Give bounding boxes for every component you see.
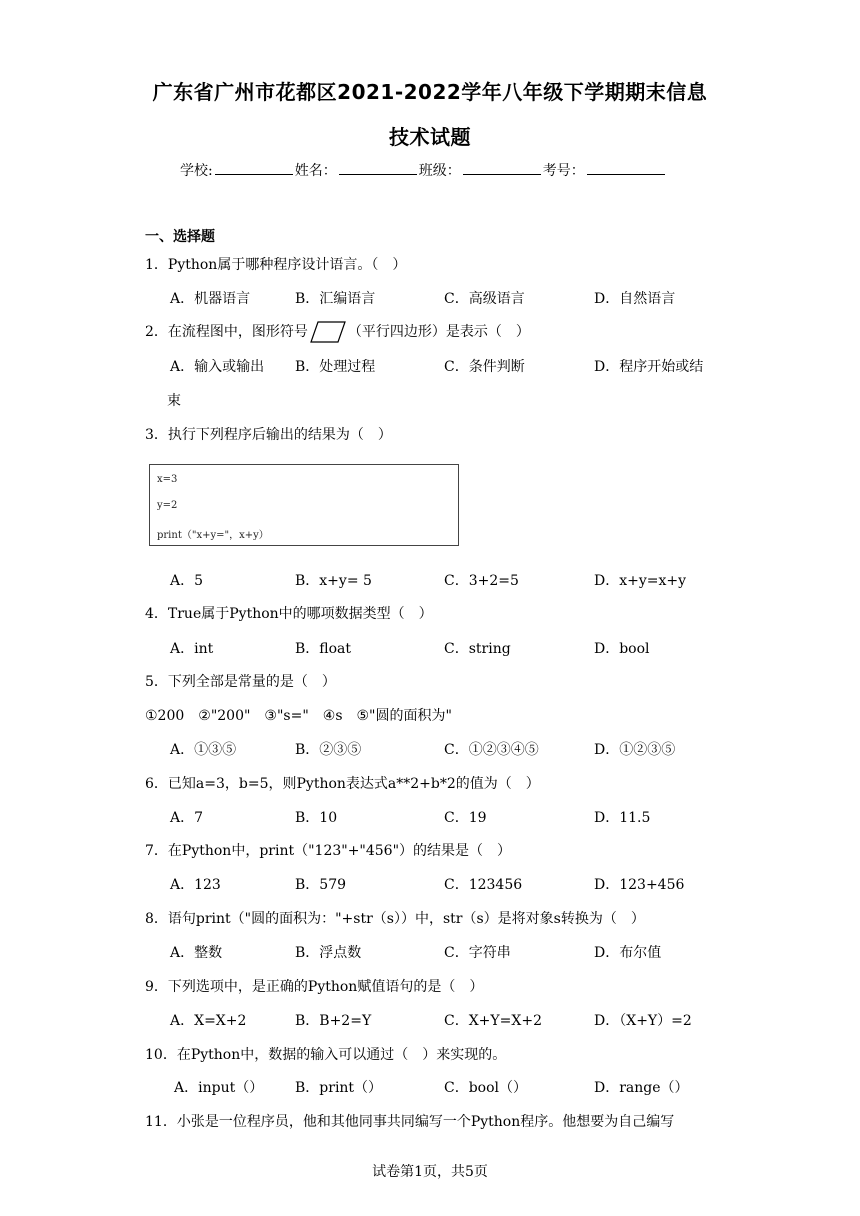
q8-option-c: C．字符串 <box>444 945 511 961</box>
q1-option-b: B．汇编语言 <box>295 291 376 307</box>
question-4-stem: 4．True属于Python中的哪项数据类型（ ） <box>145 606 433 622</box>
question-11-stem: 11．小张是一位程序员，他和其他同事共同编写一个Python程序。他想要为自己编写 <box>145 1114 675 1130</box>
page-footer: 试卷第1页，共5页 <box>372 1164 488 1180</box>
q4-option-c: C．string <box>444 641 511 657</box>
q7-option-d: D．123+456 <box>594 877 685 893</box>
name-label: 姓名： <box>294 163 337 179</box>
q2-option-b: B．处理过程 <box>295 359 376 375</box>
q6-option-b: B．10 <box>295 810 338 826</box>
code-snippet-box <box>149 464 459 546</box>
q1-option-c: C．高级语言 <box>444 291 525 307</box>
q6-option-a: A．7 <box>170 810 204 826</box>
q5-option-d: D．①②③⑤ <box>594 742 676 758</box>
q5-option-b: B．②③⑤ <box>295 742 362 758</box>
class-label: 班级： <box>418 163 461 179</box>
q3-option-d: D．x+y=x+y <box>594 573 687 589</box>
q1-option-a: A．机器语言 <box>170 291 251 307</box>
q8-option-d: D．布尔值 <box>594 945 662 961</box>
q2-option-c: C．条件判断 <box>444 359 525 375</box>
code-line: print（"x+y="，x+y） <box>157 530 269 541</box>
q6-option-d: D．11.5 <box>594 810 651 826</box>
q5-option-a: A．①③⑤ <box>170 742 237 758</box>
q9-option-d: D．（X+Y）=2 <box>594 1013 692 1029</box>
class-blank <box>463 160 541 175</box>
q10-option-c: C．bool（） <box>444 1080 528 1096</box>
q3-option-a: A．5 <box>170 573 204 589</box>
question-5-stem: 5．下列全部是常量的是（ ） <box>145 674 336 690</box>
q4-option-b: B．float <box>295 641 352 657</box>
question-2-stem <box>145 321 530 343</box>
code-line: x=3 <box>157 474 178 485</box>
q7-option-b: B．579 <box>295 877 347 893</box>
code-line: y=2 <box>157 500 178 511</box>
q9-option-b: B．B+2=Y <box>295 1013 372 1029</box>
parallelogram-icon <box>310 321 346 343</box>
q6-option-c: C．19 <box>444 810 487 826</box>
school-blank <box>215 160 293 175</box>
question-3-stem: 3．执行下列程序后输出的结果为（ ） <box>145 427 392 443</box>
q2-option-a: A．输入或输出 <box>170 359 265 375</box>
q7-option-c: C．123456 <box>444 877 523 893</box>
exam-no-label: 考号： <box>542 163 585 179</box>
question-9-stem: 9．下列选项中，是正确的Python赋值语句的是（ ） <box>145 979 484 995</box>
student-info-line <box>180 160 667 180</box>
section-heading: 一、选择题 <box>145 229 215 245</box>
exam-title-line1: 广东省广州市花都区2021-2022学年八年级下学期期末信息 <box>152 80 708 104</box>
q10-option-d: D．range（） <box>594 1080 689 1096</box>
question-8-stem: 8．语句print（"圆的面积为："+str（s））中，str（s）是将对象s转换为（ ） <box>145 911 645 927</box>
q10-option-b: B．print（） <box>295 1080 383 1096</box>
question-1-stem: 1．Python属于哪种程序设计语言。（ ） <box>145 257 407 273</box>
q4-option-d: D．bool <box>594 641 650 657</box>
q3-option-b: B．x+y= 5 <box>295 573 372 589</box>
exam-title-line2: 技术试题 <box>389 125 471 149</box>
exam-no-blank <box>587 160 665 175</box>
q2-option-d-continued: 束 <box>167 393 181 409</box>
q5-option-c: C．①②③④⑤ <box>444 742 539 758</box>
question-6-stem: 6．已知a=3，b=5，则Python表达式a**2+b*2的值为（ ） <box>145 776 540 792</box>
name-blank <box>339 160 417 175</box>
q8-option-a: A．整数 <box>170 945 223 961</box>
question-10-stem: 10．在Python中，数据的输入可以通过（ ）来实现的。 <box>145 1047 507 1063</box>
q10-option-a: A．input（） <box>174 1080 264 1096</box>
q1-option-d: D．自然语言 <box>594 291 676 307</box>
question-7-stem: 7．在Python中，print（"123"+"456"）的结果是（ ） <box>145 843 512 859</box>
q9-option-c: C．X+Y=X+2 <box>444 1013 542 1029</box>
q8-option-b: B．浮点数 <box>295 945 362 961</box>
school-label: 学校: <box>180 163 213 179</box>
q2-stem-prefix: 2．在流程图中，图形符号 <box>145 324 308 340</box>
q7-option-a: A．123 <box>170 877 221 893</box>
q2-option-d: D．程序开始或结 <box>594 359 704 375</box>
q2-stem-suffix: （平行四边形）是表示（ ） <box>347 324 530 340</box>
q4-option-a: A．int <box>170 641 214 657</box>
q9-option-a: A．X=X+2 <box>170 1013 247 1029</box>
q3-option-c: C．3+2=5 <box>444 573 519 589</box>
q5-items: ①200 ②"200" ③"s=" ④s ⑤"圆的面积为" <box>145 708 452 724</box>
